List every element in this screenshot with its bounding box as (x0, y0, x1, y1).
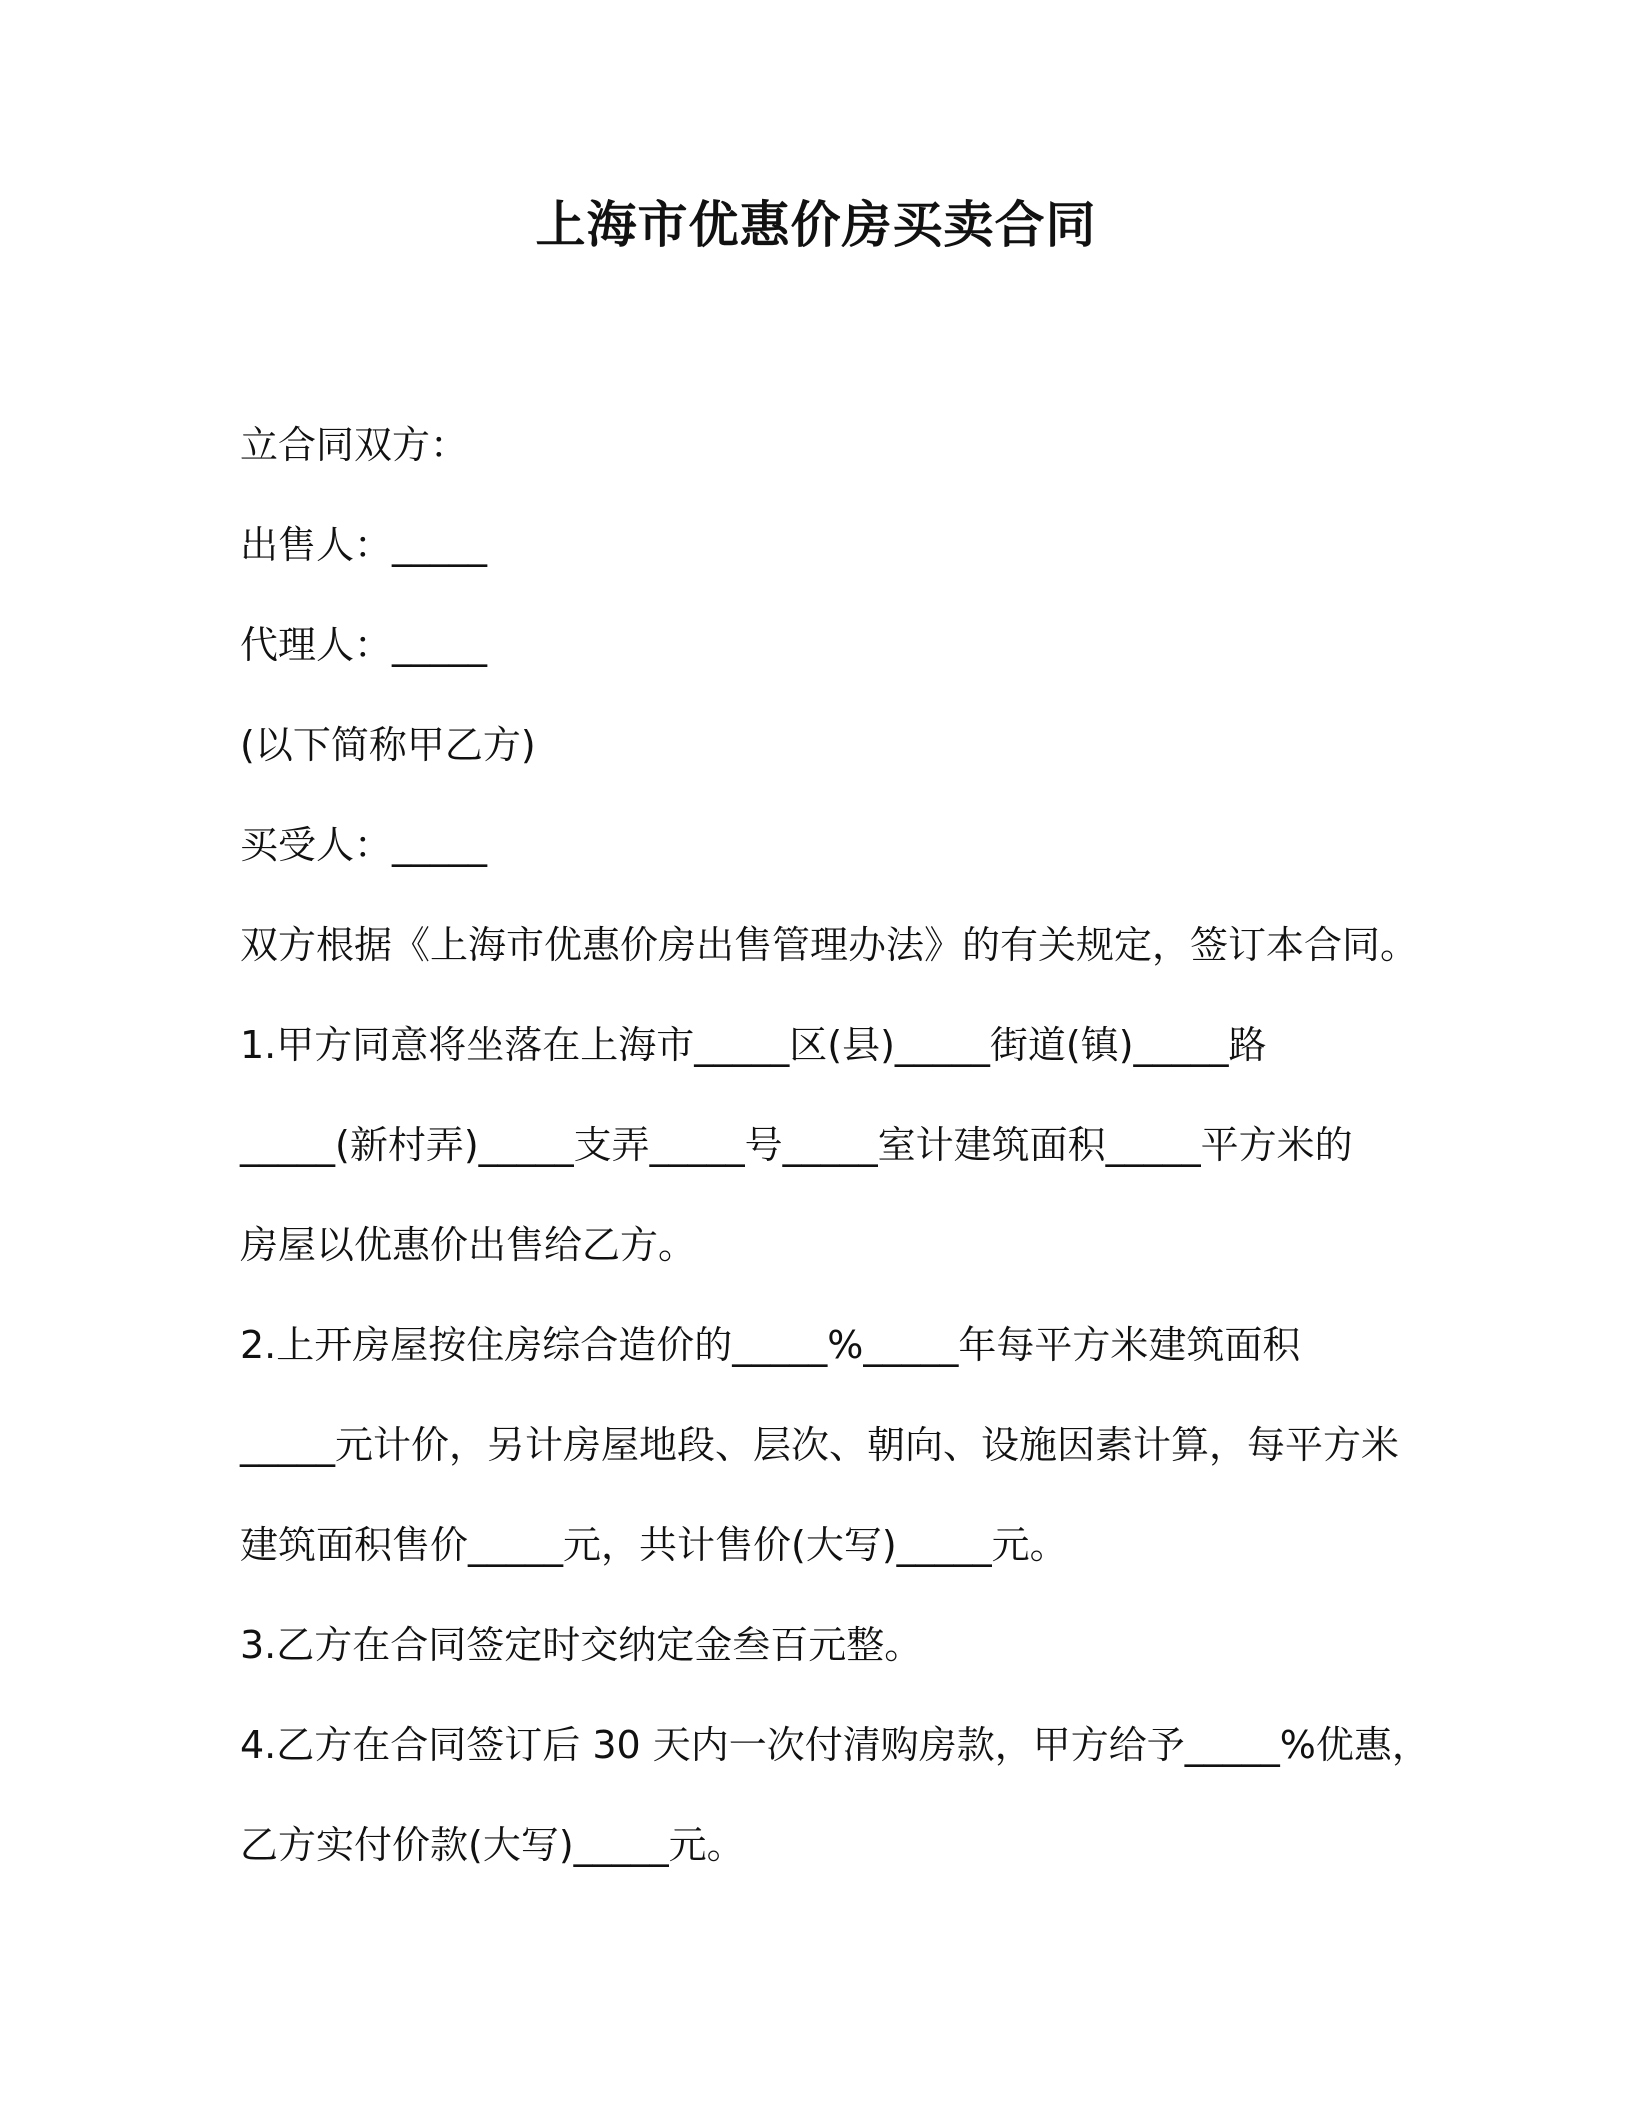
clause-1-line-2: _____(新村弄)_____支弄_____号_____室计建筑面积_____平方米的 (240, 1123, 1353, 1167)
agent-line: 代理人：_____ (240, 623, 488, 667)
document-title: 上海市优惠价房买卖合同 (535, 196, 1097, 254)
clause-4-line-1: 4.乙方在合同签订后 30 天内一次付清购房款，甲方给予_____%优惠， (240, 1723, 1430, 1767)
clause-1-line-3: 房屋以优惠价出售给乙方。 (240, 1223, 697, 1267)
parties-heading: 立合同双方： (240, 423, 469, 467)
clause-4-line-2: 乙方实付价款(大写)_____元。 (240, 1823, 745, 1867)
clause-1-line-1: 1.甲方同意将坐落在上海市_____区(县)_____街道(镇)_____路 (240, 1023, 1267, 1067)
clause-2-line-2: _____元计价，另计房屋地段、层次、朝向、设施因素计算，每平方米 (240, 1423, 1400, 1467)
clause-2-line-1: 2.上开房屋按住房综合造价的_____%_____年每平方米建筑面积 (240, 1323, 1301, 1367)
seller-line: 出售人：_____ (240, 523, 488, 567)
buyer-line: 买受人：_____ (240, 823, 488, 867)
abbreviation-note: (以下简称甲乙方) (240, 723, 536, 767)
clause-3: 3.乙方在合同签定时交纳定金叁百元整。 (240, 1623, 923, 1667)
preamble-paragraph: 双方根据《上海市优惠价房出售管理办法》的有关规定，签订本合同。 (240, 923, 1419, 967)
clause-2-line-3: 建筑面积售价_____元，共计售价(大写)_____元。 (240, 1523, 1068, 1567)
